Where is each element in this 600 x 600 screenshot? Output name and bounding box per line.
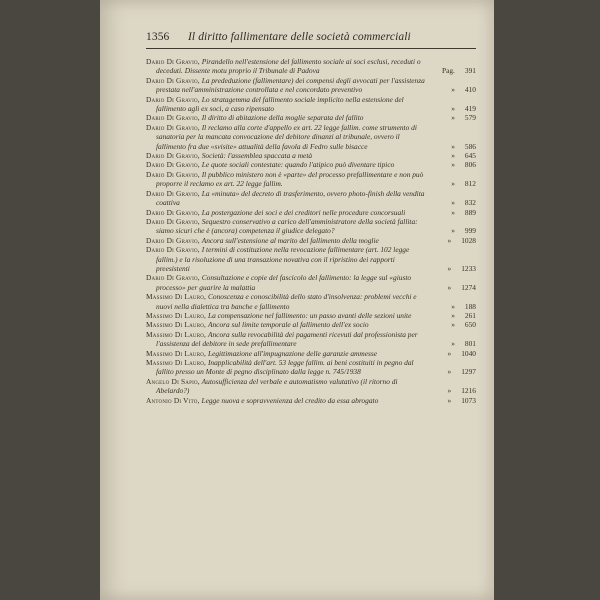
index-entry xyxy=(146,208,476,217)
entry-page-ref: » 1297 xyxy=(447,367,476,377)
index-entry xyxy=(146,396,476,405)
entry-author: Dario Di Gravio, xyxy=(146,113,200,123)
entry-page-number: 650 xyxy=(464,320,476,330)
entry-page-number: 1216 xyxy=(461,386,476,396)
entry-title: Società: l'assemblea spaccata a metà xyxy=(201,151,313,161)
entry-author: Dario Di Gravio, xyxy=(146,160,200,170)
entry-title: Ancora sull'estensione al marito del fallimento della moglie xyxy=(201,235,379,245)
entry-page-ref: » 1233 xyxy=(447,263,476,273)
index-entry xyxy=(146,358,476,377)
entry-page-number: 391 xyxy=(464,66,476,76)
index-entry xyxy=(146,217,476,236)
running-title: Il diritto fallimentare delle società commerciali xyxy=(188,31,411,43)
index-entry xyxy=(146,151,476,160)
entry-page-number: 419 xyxy=(464,104,476,114)
entry-page-ref xyxy=(441,66,476,76)
entry-page-number: 1040 xyxy=(461,348,476,358)
entry-author: Massimo Di Lauro, xyxy=(146,320,207,330)
entry-page-ref: » 1040 xyxy=(447,348,476,358)
index-entry xyxy=(146,170,476,189)
entry-page-ref: » 1073 xyxy=(447,395,476,405)
entry-page-ref: » 832 xyxy=(451,198,476,208)
entry-page-marker: Pag. xyxy=(441,66,455,76)
entry-author: Dario Di Gravio, xyxy=(146,94,200,104)
entry-page-number: 889 xyxy=(464,207,476,217)
entry-page-number: 801 xyxy=(464,339,476,349)
entry-title: La compensazione nel fallimento: un passo avanti delle sezioni unite xyxy=(207,310,412,320)
index-entry xyxy=(146,189,476,208)
entry-page-number: 1073 xyxy=(461,395,476,405)
entry-title: Autosufficienza del verbale e automatismo valutativo (il ritorno di Abelardo?) xyxy=(156,376,398,396)
index-entry xyxy=(146,236,476,245)
index-entry xyxy=(146,57,476,76)
index-entry xyxy=(146,349,476,358)
index-entry xyxy=(146,113,476,122)
entry-author: Dario Di Gravio, xyxy=(146,169,200,179)
entry-page-ref: » 650 xyxy=(451,320,476,330)
entry-author: Dario Di Gravio, xyxy=(146,188,200,198)
entry-page-ref: » 188 xyxy=(451,301,476,311)
index-entry xyxy=(146,76,476,95)
entry-title: I termini di costituzione nella revocazione fallimentare (art. 102 legge fallim.) e la risoluzione di una transazione novativa con il ripristino dei rapporti preesistenti xyxy=(156,245,410,273)
book-page xyxy=(100,0,494,600)
entry-page-number: 586 xyxy=(464,141,476,151)
entry-title: Il diritto di abitazione della moglie separata del fallito xyxy=(201,113,364,123)
entry-page-ref: » 889 xyxy=(451,207,476,217)
entry-title: Legittimazione all'impugnazione delle garanzie ammesse xyxy=(207,348,378,358)
index-entry xyxy=(146,311,476,320)
entry-title: Le quote sociali contestate: quando l'atipico può diventare tipico xyxy=(201,160,395,170)
entry-page-number: 832 xyxy=(464,198,476,208)
entry-page-number: 645 xyxy=(464,151,476,161)
entry-author: Massimo Di Lauro, xyxy=(146,358,207,367)
entry-page-ref: » 999 xyxy=(451,226,476,236)
entry-title: Ancora sulla revocabilità dei pagamenti ricevuti dal professionista per l'assistenza del debitore in sede prefallimentare xyxy=(156,329,418,349)
entry-page-number: 1274 xyxy=(461,282,476,292)
entry-author: Dario Di Gravio, xyxy=(146,273,200,283)
index-entry xyxy=(146,160,476,169)
index-entry xyxy=(146,273,476,292)
entry-author: Dario Di Gravio, xyxy=(146,207,200,217)
index-entry xyxy=(146,320,476,329)
entry-title: Conoscenza e conoscibilità dello stato d'insolvenza: problemi vecchi e nuovi nella dialettica tra banche e fallimento xyxy=(156,292,417,311)
entry-author: Dario Di Gravio, xyxy=(146,57,200,66)
page-number: 1356 xyxy=(146,31,170,43)
index-entry xyxy=(146,292,476,311)
entry-page-ref: » 1274 xyxy=(447,282,476,292)
entry-author: Angelo Di Sapio, xyxy=(146,376,200,386)
index-entries xyxy=(146,57,476,405)
entry-author: Antonio Di Vito, xyxy=(146,395,200,405)
entry-author: Massimo Di Lauro, xyxy=(146,348,207,358)
entry-page-number: 579 xyxy=(464,113,476,123)
entry-page-number: 1233 xyxy=(461,263,476,273)
entry-page-number: 188 xyxy=(464,301,476,311)
entry-page-ref: » 579 xyxy=(451,113,476,123)
entry-title: La postergazione dei soci e dei creditori nelle procedure concorsuali xyxy=(201,207,406,217)
index-entry xyxy=(146,330,476,349)
entry-page-ref: » 1216 xyxy=(447,386,476,396)
entry-title: Pirandello nell'estensione del fallimento sociale ai soci esclusi, receduti o deceduti. Dissente motu proprio il Tribunale di Padova xyxy=(156,57,421,76)
entry-page-number: 261 xyxy=(464,310,476,320)
entry-author: Dario Di Gravio, xyxy=(146,75,200,85)
entry-page-number: 999 xyxy=(464,226,476,236)
entry-page-ref: » 812 xyxy=(451,179,476,189)
index-entry xyxy=(146,377,476,396)
entry-author: Dario Di Gravio, xyxy=(146,122,200,132)
entry-author: Dario Di Gravio, xyxy=(146,216,200,226)
entry-page-ref: » 261 xyxy=(451,310,476,320)
entry-page-number: 1028 xyxy=(461,235,476,245)
entry-author: Dario Di Gravio, xyxy=(146,151,200,161)
header-rule xyxy=(146,48,476,49)
entry-page-ref: » 410 xyxy=(451,85,476,95)
entry-page-number: 410 xyxy=(464,85,476,95)
index-entry xyxy=(146,245,476,273)
index-entry xyxy=(146,95,476,114)
entry-title: Sequestro conservativo a carico dell'amministratore della società fallita: siamo sicuri che è (ancora) competenza il giudice delegato? xyxy=(156,216,418,236)
entry-title: Inapplicabilità dell'art. 53 legge fallim. ai beni costituiti in pegno dal fallito presso un Monte di pegno disciplinato dalla legge n. 745/1938 xyxy=(156,358,414,377)
entry-page-ref: » 586 xyxy=(451,141,476,151)
entry-page-ref: » 801 xyxy=(451,339,476,349)
entry-title: La prededuzione (fallimentare) dei compensi degli avvocati per l'assistenza prestata nell'amministrazione controllata e nel concordato preventivo xyxy=(156,75,425,95)
entry-author: Massimo Di Lauro, xyxy=(146,310,207,320)
entry-author: Dario Di Gravio, xyxy=(146,245,200,255)
entry-page-number: 812 xyxy=(464,179,476,189)
index-entry xyxy=(146,123,476,151)
entry-page-ref: » 1028 xyxy=(447,235,476,245)
entry-author: Massimo Di Lauro, xyxy=(146,292,207,302)
entry-author: Massimo Di Lauro, xyxy=(146,329,207,339)
entry-page-number: 806 xyxy=(464,160,476,170)
entry-title: Consultazione e copie del fascicolo del fallimento: la legge sul «giusto processo» per guarire la malattia xyxy=(156,273,412,292)
entry-page-ref: » 419 xyxy=(451,104,476,114)
entry-title: Il pubblico ministero non è «parte» del processo prefallimentare e non può proporre il reclamo ex art. 22 legge fallim. xyxy=(156,169,424,189)
entry-page-ref: » 645 xyxy=(451,151,476,161)
entry-title: Il reclamo alla corte d'appello ex art. 22 legge fallim. come strumento di sanatoria per la mancata convocazione del debitore dinanzi al tribunale, ovvero il fallimento fra due «svisite» attualità della favola di Fedro sulle bisacce xyxy=(156,122,417,151)
entry-author: Dario Di Gravio, xyxy=(146,235,200,245)
entry-title: Legge nuova e sopravvenienza del credito da essa abrogato xyxy=(201,395,379,405)
entry-page-ref: » 806 xyxy=(451,160,476,170)
entry-title: Ancora sul limite temporale al fallimento dell'ex socio xyxy=(207,320,369,330)
entry-page-number: 1297 xyxy=(461,367,476,377)
entry-title: Lo stratagemma del fallimento sociale implicito nella estensione del fallimento agli ex soci, a caso ripensato xyxy=(156,94,404,114)
entry-title: La «minuta» del decreto di trasferimento, ovvero photo-finish della vendita coattiva xyxy=(156,188,425,208)
